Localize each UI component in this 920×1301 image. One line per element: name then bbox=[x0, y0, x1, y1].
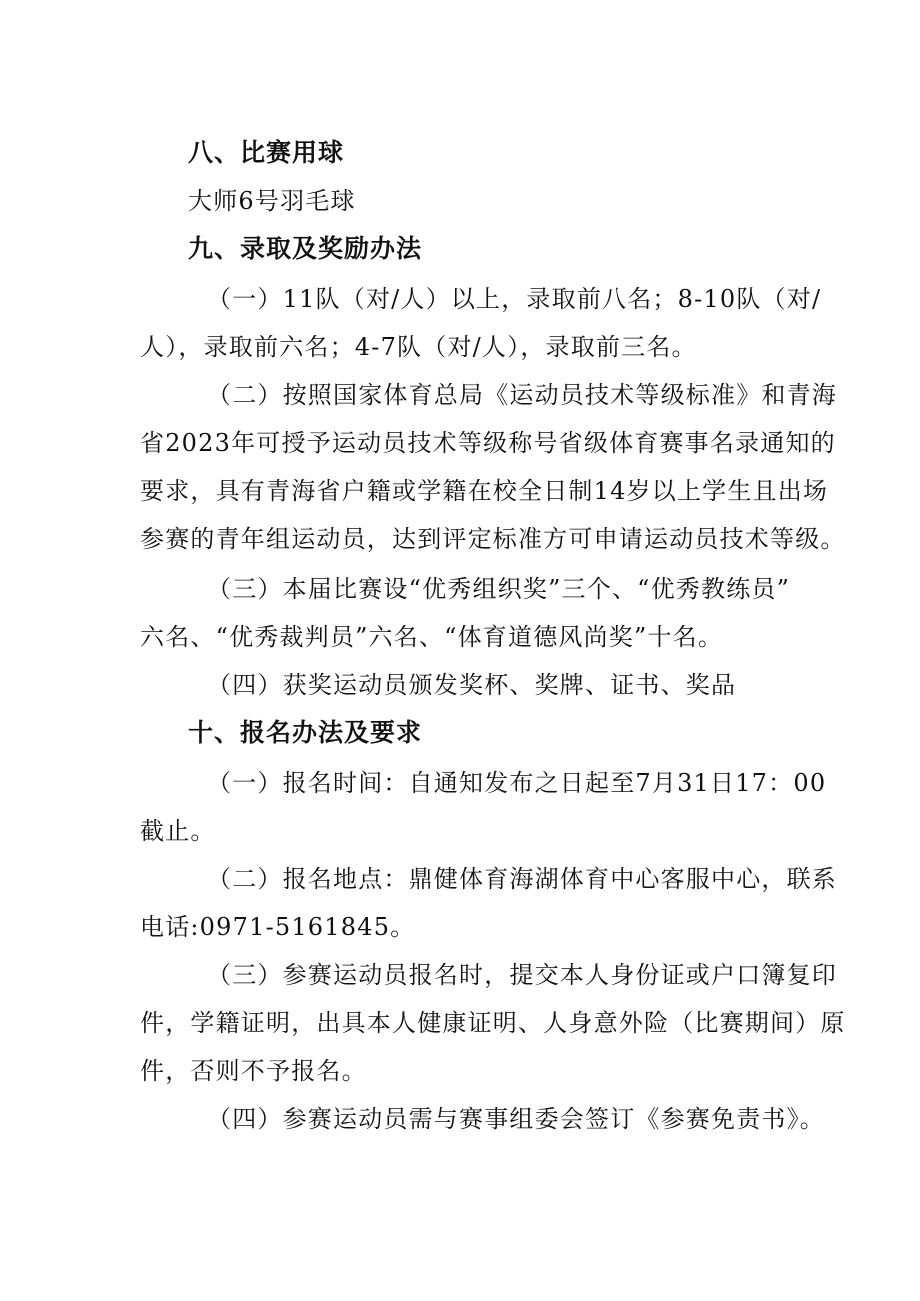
section-10-p1-line1: （一）报名时间：自通知发布之日起至7月31日17：00 bbox=[207, 769, 827, 797]
section-9-heading: 九、录取及奖励办法 bbox=[188, 234, 423, 263]
section-9-p4-line1: （四）获奖运动员颁发奖杯、奖牌、证书、奖品 bbox=[207, 671, 737, 699]
section-10-p2-line2: 电话:0971-5161845。 bbox=[140, 913, 416, 941]
section-10-p3-line1: （三）参赛运动员报名时，提交本人身份证或户口簿复印 bbox=[207, 961, 837, 989]
section-10-p4-line1: （四）参赛运动员需与赛事组委会签订《参赛免责书》。 bbox=[207, 1105, 825, 1133]
section-10-p2-line1: （二）报名地点：鼎健体育海湖体育中心客服中心，联系 bbox=[207, 865, 837, 893]
section-9-p2-line1: （二）按照国家体育总局《运动员技术等级标准》和青海 bbox=[207, 381, 837, 409]
section-9-p3-line1: （三）本届比赛设“优秀组织奖”三个、“优秀教练员” bbox=[207, 575, 791, 603]
section-8-content: 大师6号羽毛球 bbox=[188, 187, 356, 215]
section-9-p1-line2: 人），录取前六名；4-7队（对/人），录取前三名。 bbox=[140, 333, 697, 361]
section-9-p1-line1: （一）11队（对/人）以上，录取前八名；8-10队（对/ bbox=[207, 285, 822, 313]
section-10-p3-line2: 件，学籍证明，出具本人健康证明、人身意外险（比赛期间）原 bbox=[140, 1009, 846, 1037]
section-10-p3-line3: 件，否则不予报名。 bbox=[140, 1057, 367, 1085]
section-9-p2-line4: 参赛的青年组运动员，达到评定标准方可申请运动员技术等级。 bbox=[140, 525, 846, 553]
section-8-heading: 八、比赛用球 bbox=[188, 138, 345, 167]
section-9-p3-line2: 六名、“优秀裁判员”六名、“体育道德风尚奖”十名。 bbox=[140, 623, 724, 651]
section-9-p2-line3: 要求，具有青海省户籍或学籍在校全日制14岁以上学生且出场 bbox=[140, 477, 829, 505]
section-9-p2-line2: 省2023年可授予运动员技术等级称号省级体育赛事名录通知的 bbox=[140, 429, 836, 457]
section-10-p1-line2: 截止。 bbox=[140, 817, 216, 845]
section-10-heading: 十、报名办法及要求 bbox=[188, 718, 423, 747]
